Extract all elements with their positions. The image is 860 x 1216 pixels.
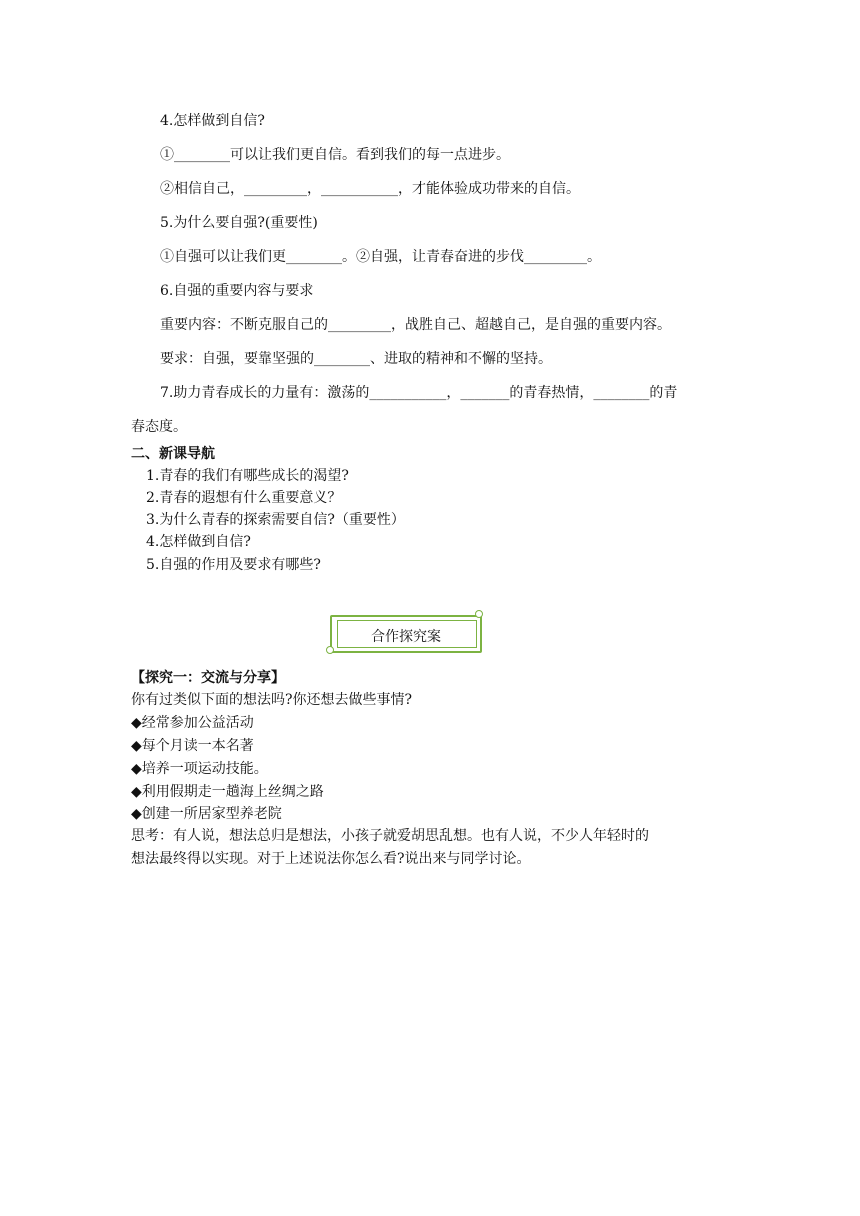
guide-heading: 二、新课导航 [131,446,215,462]
explore-intro: 你有过类似下面的想法吗?你还想去做些事情? [131,692,413,708]
guide-item: 3.为什么青春的探索需要自信?（重要性） [146,512,405,528]
explore-bullet: ◆创建一所居家型养老院 [131,806,282,822]
banner-title: 合作探究案 [371,629,441,645]
guide-item: 4.怎样做到自信? [146,534,251,550]
explore-heading: 【探究一：交流与分享】 [131,670,285,686]
q6-title: 6.自强的重要内容与要求 [160,283,314,299]
q5-title: 5.为什么要自强?(重要性) [160,215,318,231]
guide-item: 1.青春的我们有哪些成长的渴望? [146,468,349,484]
q7-line-2: 春态度。 [131,419,187,435]
q6-answer-b: 要求：自强，要靠坚强的________、进取的精神和不懈的坚持。 [160,351,552,367]
scroll-curl-icon [475,610,483,618]
guide-item: 5.自强的作用及要求有哪些? [146,557,321,573]
q7-line-1: 7.助力青春成长的力量有：激荡的___________，_______的青春热情，________的青 [160,385,678,401]
q6-answer-a: 重要内容：不断克服自己的_________，战胜自己、超越自己，是自强的重要内容。 [160,317,671,333]
section-banner [330,615,482,653]
scroll-curl-icon [326,646,334,654]
q4-title: 4.怎样做到自信? [160,113,265,129]
q4-answer-a: ①________可以让我们更自信。看到我们的每一点进步。 [160,147,510,163]
explore-bullet: ◆培养一项运动技能。 [131,761,268,777]
think-line-2: 想法最终得以实现。对于上述说法你怎么看?说出来与同学讨论。 [131,851,531,867]
explore-bullet: ◆经常参加公益活动 [131,715,254,731]
think-line-1: 思考：有人说，想法总归是想法，小孩子就爱胡思乱想。也有人说，不少人年轻时的 [131,828,649,844]
explore-bullet: ◆利用假期走一趟海上丝绸之路 [131,784,324,800]
explore-bullet: ◆每个月读一本名著 [131,738,254,754]
q4-answer-b: ②相信自己，_________，___________，才能体验成功带来的自信。 [160,181,580,197]
q5-answer-a: ①自强可以让我们更________。②自强，让青春奋进的步伐_________。 [160,249,601,265]
guide-item: 2.青春的遐想有什么重要意义？ [146,490,342,506]
